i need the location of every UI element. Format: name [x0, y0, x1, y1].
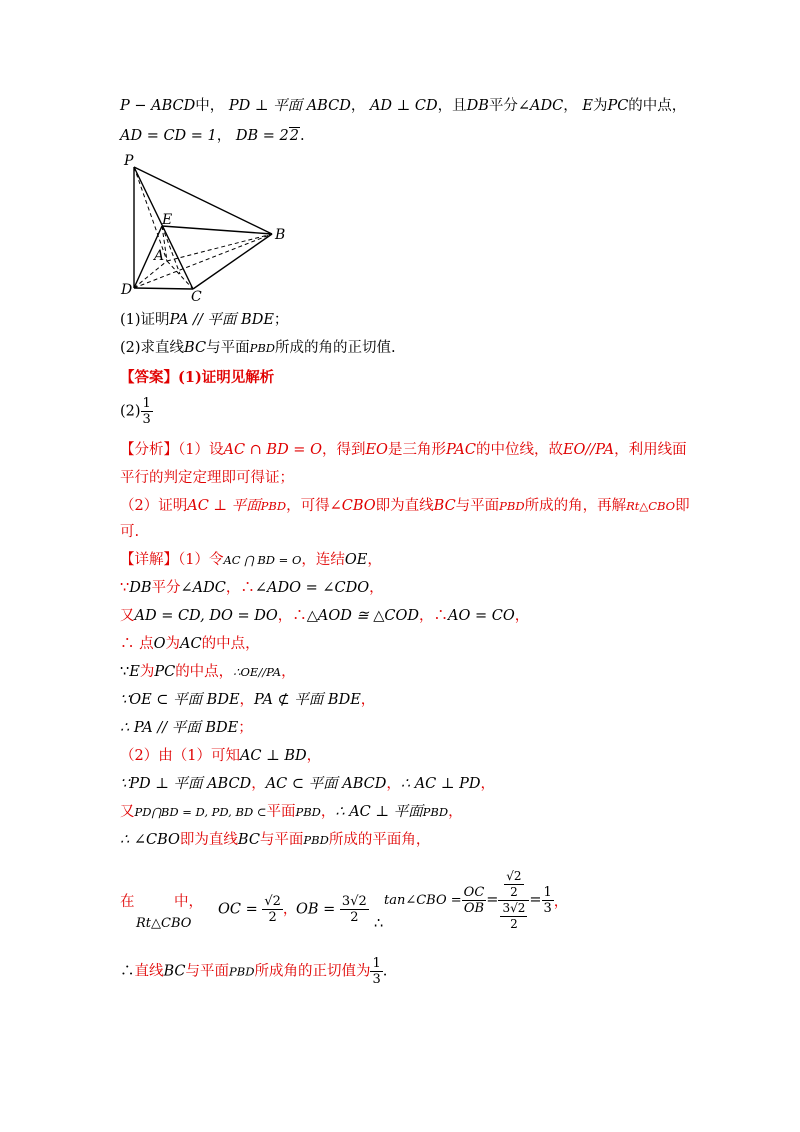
detail-line-12 [0, 860, 800, 940]
text: Rt△CBO [626, 499, 676, 513]
edge-ac [167, 261, 193, 289]
text: ∴OE//PA [233, 665, 282, 679]
text: ，利用线面 [614, 442, 687, 458]
text: 【分析】（1）设 [120, 442, 224, 458]
text: PD⋂BD = D, PD, BD ⊂ [134, 805, 267, 819]
text: ， [514, 608, 530, 624]
question-2 [120, 338, 396, 358]
text: 与平面 [185, 963, 230, 980]
detail-line-8 [120, 746, 321, 766]
text: ∴ [240, 580, 255, 596]
pyramid-name: P − ABCD [120, 98, 196, 114]
text: 的中点， [175, 664, 234, 680]
numerator: 1 [372, 956, 381, 971]
tan-expression [384, 862, 568, 938]
text: PBD [229, 964, 255, 979]
text: tan∠CBO = [384, 892, 462, 908]
text: AC [180, 636, 202, 652]
text: 又 [120, 608, 135, 624]
text: ， [277, 608, 293, 624]
compound-fraction [498, 869, 529, 932]
text: （2）证明 [120, 498, 188, 514]
text: EO//PA [562, 442, 615, 458]
text: 为 [139, 664, 155, 680]
detail-line-1 [120, 550, 382, 570]
ob-expression [296, 894, 369, 925]
oc-expression [218, 894, 297, 925]
detail-line-10 [120, 802, 463, 822]
text: PBD [260, 499, 287, 513]
text: ∠ADO = ∠CDO [254, 580, 370, 596]
text: BC [433, 498, 456, 514]
detail-line-5 [120, 662, 296, 682]
text: ， [239, 692, 255, 708]
text: ； [273, 312, 289, 328]
denominator: 2 [510, 884, 518, 899]
text: AC ⊥ 平面 [187, 498, 261, 514]
edge-ab [167, 234, 272, 261]
text: EO [365, 442, 388, 458]
text: OE [344, 552, 368, 568]
text: 与平面 [259, 832, 304, 848]
label-c: C [191, 289, 202, 304]
detail-line-4 [120, 634, 260, 654]
text: OB = [296, 901, 336, 918]
text: OC = [218, 901, 258, 918]
text: 的中点， [201, 636, 260, 652]
denominator: 3 [142, 412, 151, 427]
analysis-line-1 [120, 440, 687, 460]
condition-pd: PD ⊥ 平面 ABCD [228, 98, 351, 114]
label-a: A [154, 248, 165, 264]
text: E [129, 664, 140, 680]
text: (2) [120, 403, 141, 420]
problem-line-1 [120, 96, 686, 116]
text: = [529, 892, 542, 908]
edge-pb [134, 167, 272, 234]
text: 与平面 [455, 498, 500, 514]
text: ， [360, 692, 376, 708]
text: ，连结 [301, 552, 345, 568]
answer-label [120, 368, 274, 388]
numerator: OC [463, 884, 485, 900]
answer-part-2 [120, 396, 153, 427]
sqrt: 2 [289, 128, 299, 144]
text: PBD [303, 833, 329, 847]
problem-line-2 [120, 126, 305, 146]
fraction [370, 956, 382, 987]
numerator: √2 [264, 894, 281, 909]
text: ； [238, 720, 253, 736]
text: PBD [499, 499, 525, 513]
denominator: 2 [510, 916, 518, 931]
text: AC ⋂ BD = O [223, 553, 302, 567]
text: ∴ 点 [120, 636, 154, 652]
text: ， [282, 901, 298, 918]
text: ∵ [120, 580, 130, 596]
detail-line-7 [120, 718, 253, 738]
fraction [542, 885, 554, 916]
text: PC [607, 98, 629, 114]
text: PC [154, 664, 176, 680]
text: 的中位线，故 [475, 442, 563, 458]
denominator [498, 901, 529, 932]
text: 中， [195, 98, 225, 114]
text: (1)证明 [120, 312, 170, 328]
text: ， [553, 893, 569, 910]
text: 即为直线 [179, 832, 238, 848]
text: ， [367, 552, 382, 568]
text: 在 [120, 894, 135, 910]
text: E [582, 98, 593, 114]
text: AC ⊥ BD [239, 748, 307, 764]
fraction [462, 885, 487, 916]
text: ， [281, 664, 296, 680]
text: 中， [174, 894, 203, 910]
text: ∴ [292, 608, 307, 624]
text: 是三角形 [387, 442, 446, 458]
text: ，可得 [286, 498, 330, 514]
text: 为 [165, 636, 180, 652]
numerator: 1 [543, 884, 552, 900]
text: AC ⊂ 平面 ABCD [265, 776, 387, 792]
text: 的中点， [628, 98, 687, 114]
detail-line-9 [120, 774, 495, 794]
text: ∵OE ⊂ 平面 BDE [120, 692, 240, 708]
detail-line-13 [120, 956, 387, 987]
numerator: 3√2 [341, 894, 367, 909]
text: 为 [592, 98, 608, 114]
text: 可. [120, 524, 140, 540]
text: BC [184, 340, 207, 356]
text: 即 [675, 498, 690, 514]
numerator [498, 869, 529, 901]
denominator: 3 [372, 972, 381, 987]
text: ∠CBO [329, 498, 376, 514]
detail-line-3 [120, 606, 529, 626]
text: ， [386, 776, 401, 792]
text: PBD [295, 805, 321, 819]
pyramid-figure [118, 152, 298, 304]
text: （2）由（1）可知 [120, 748, 240, 764]
numerator: √2 [506, 868, 522, 883]
text: ∵PD ⊥ 平面 ABCD [120, 776, 252, 792]
edge-cb [193, 234, 272, 289]
fraction [262, 894, 283, 925]
analysis-line-4 [120, 522, 139, 542]
question-1 [120, 310, 288, 330]
edge-dc [134, 288, 193, 289]
text: △AOD ≅ △COD [306, 608, 420, 624]
text: 【详解】（1）令 [120, 552, 224, 568]
text: (2)求直线 [120, 340, 185, 356]
text: ，得到 [321, 442, 366, 458]
text: ， [448, 804, 463, 820]
text: 又 [120, 804, 135, 820]
text: ∠ADC [180, 580, 226, 596]
text: ， [320, 804, 336, 820]
text: PBD [249, 341, 275, 355]
detail-line-6 [120, 690, 375, 710]
label-p: P [124, 153, 134, 169]
text: 平面 [266, 804, 296, 820]
text: = [486, 892, 499, 908]
text: ， [419, 608, 434, 624]
text: ， [306, 748, 322, 764]
text: ， [480, 776, 495, 792]
analysis-line-2 [120, 468, 294, 488]
text: AO = CO [448, 608, 515, 624]
text: PA ⊄ 平面 BDE [254, 692, 361, 708]
text: ， [216, 128, 232, 144]
text: 【答案】(1)证明见解析 [120, 369, 275, 386]
condition-lengths: AD = CD = 1 [120, 128, 217, 144]
text: ， [563, 98, 578, 114]
text: . [300, 128, 305, 144]
text: 平分 [488, 98, 518, 114]
text: ， [350, 98, 366, 114]
text: . [382, 963, 388, 980]
numerator: 3√2 [502, 900, 526, 915]
text: 所成的平面角， [328, 832, 431, 848]
denominator: 2 [350, 910, 359, 925]
label-d: D [121, 282, 133, 298]
text: AD = CD, DO = DO [134, 608, 278, 624]
fraction [340, 894, 369, 925]
text: PAC [445, 442, 476, 458]
text: 与平面 [206, 340, 250, 356]
text: ∴ [374, 916, 384, 932]
text: O [153, 636, 166, 652]
numerator: 1 [142, 396, 151, 411]
edge-ea [162, 226, 180, 274]
fraction [141, 396, 153, 427]
text: DB [466, 98, 489, 114]
label-b: B [275, 227, 286, 243]
text: Rt△CBO [136, 916, 192, 931]
condition-ad: AD ⊥ CD [369, 98, 438, 114]
text: 所成角的正切值为 [254, 963, 371, 980]
text: 平行的判定定理即可得证； [120, 470, 294, 486]
text: DB [129, 580, 152, 596]
text: AC ∩ BD = O [223, 442, 322, 458]
text: ∴ PA // 平面 BDE [120, 720, 239, 736]
denominator: 2 [268, 910, 277, 925]
detail-line-11 [120, 830, 430, 850]
denominator: 3 [543, 900, 552, 916]
detail-line-2 [120, 578, 384, 598]
text: 直线 [134, 963, 164, 980]
text: 所成的角的正切值. [275, 340, 396, 356]
text: BC [237, 832, 260, 848]
denominator: OB [463, 900, 485, 916]
text: ∴ ∠CBO [120, 832, 180, 848]
text: ∴ [433, 608, 449, 624]
text: PBD [422, 805, 449, 819]
text: ∵ [120, 664, 130, 680]
condition-db: DB = 2 [235, 128, 289, 144]
text: ∴ AC ⊥ PD [400, 776, 481, 792]
text: 即为直线 [375, 498, 434, 514]
label-e: E [162, 212, 173, 228]
text: ∴ AC ⊥ 平面 [335, 804, 423, 820]
text: ，且 [437, 98, 467, 114]
text: PA // 平面 BDE [169, 312, 274, 328]
edge-eb [162, 226, 272, 234]
text: ∠ADC [517, 98, 564, 114]
text: ， [225, 580, 241, 596]
analysis-line-3 [120, 496, 690, 516]
text: ， [251, 776, 266, 792]
text: BC [163, 963, 186, 980]
text: ， [369, 580, 384, 596]
text: 所成的角，再解 [524, 498, 627, 514]
edge-da [134, 261, 167, 288]
text: 平分 [151, 580, 181, 596]
text: ∴ [120, 963, 135, 980]
